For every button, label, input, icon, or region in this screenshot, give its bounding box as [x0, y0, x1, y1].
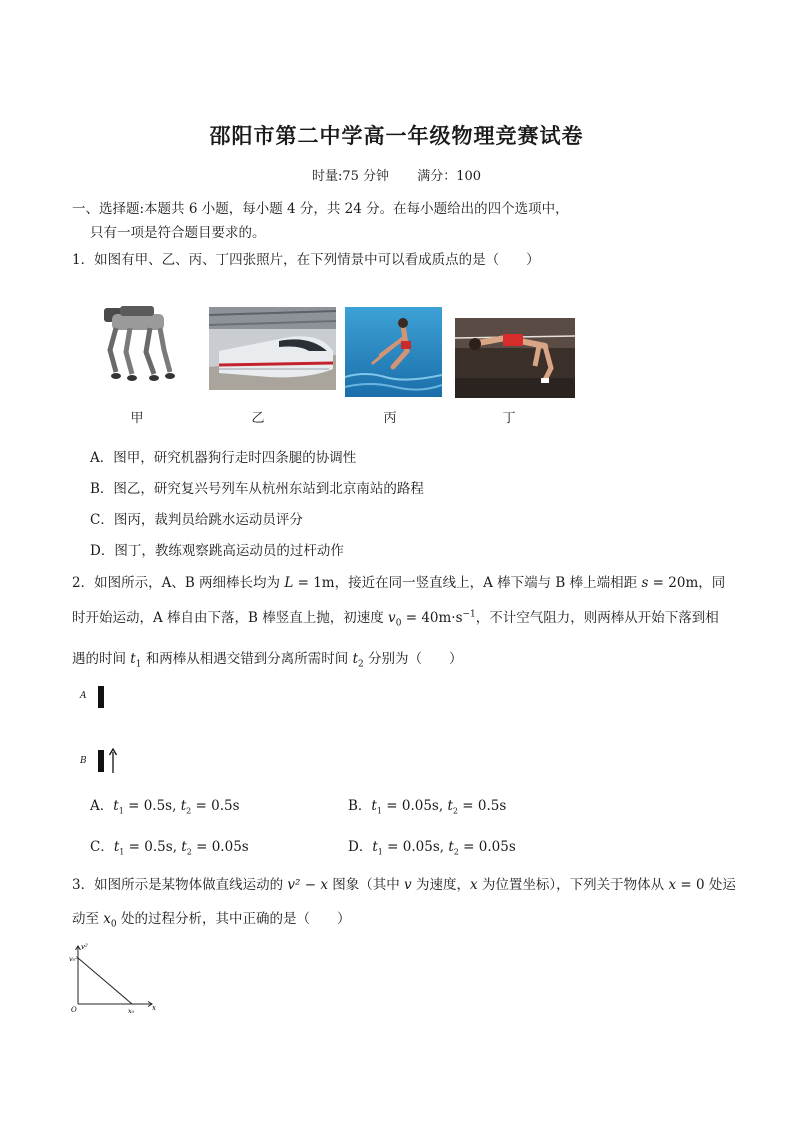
question-2-line-2: 时开始运动，A 棒自由下落，B 棒竖直上抛，初速度 $v_0 = 40m\cdot s^{-1}$，不计空气阻力，则两棒从开始下落到相 — [72, 609, 719, 629]
origin-label: O — [71, 1006, 77, 1014]
diver-image — [345, 307, 442, 397]
x0-label: x₀ — [128, 1007, 135, 1015]
q1-option-d: D．图丁，教练观察跳高运动员的过杆动作 — [90, 543, 344, 559]
caption-yi: 乙 — [251, 411, 265, 426]
q1-option-b: B．图乙，研究复兴号列车从杭州东站到北京南站的路程 — [90, 481, 424, 497]
q2-option-d: D．$t_1 = 0.05s$, $t_2 = 0.05s$ — [348, 839, 516, 857]
graph-line — [78, 958, 132, 1004]
question-2-line-3: 遇的时间 $t_1$ 和两棒从相遇交错到分离所需时间 $t_2$ 分别为（ ） — [72, 651, 463, 670]
exam-title: 邵阳市第二中学高一年级物理竞赛试卷 — [209, 123, 584, 148]
question-3-line-2: 动至 $x_0$ 处的过程分析，其中正确的是（ ） — [72, 911, 351, 930]
x-axis-label: x — [152, 1004, 156, 1012]
q1-option-c: C．图丙，裁判员给跳水运动员评分 — [90, 512, 303, 528]
question-2-line-1: 2．如图所示，A、B 两细棒长均为 L = 1m，接近在同一竖直线上，A 棒下端与 B 棒上端相距 s = 20m，同 — [72, 575, 726, 591]
rod-b — [98, 750, 104, 772]
time-limit: 时量:75 分钟 — [311, 169, 390, 184]
high-jump-image — [455, 318, 575, 398]
section-heading: 一、选择题:本题共 6 小题，每小题 4 分，共 24 分。在每小题给出的四个选项中， — [72, 201, 569, 217]
rod-a — [98, 686, 104, 708]
train-image — [209, 307, 336, 390]
rod-a-label: A — [80, 691, 87, 701]
caption-jia: 甲 — [130, 411, 144, 426]
question-3-line-1: 3．如图所示是某物体做直线运动的 v² − x 图象（其中 v 为速度，x 为位置坐标），下列关于物体从 x = 0 处运 — [72, 877, 736, 893]
y0-label: v₀² — [69, 955, 78, 963]
q2-option-b: B．$t_1 = 0.05s$, $t_2 = 0.5s$ — [348, 798, 507, 816]
section-heading-2: 只有一项是符合题目要求的。 — [90, 225, 266, 241]
q2-option-c: C．$t_1 = 0.5s$, $t_2 = 0.05s$ — [90, 839, 249, 857]
rod-b-label: B — [80, 756, 87, 766]
full-score: 满分：100 — [417, 169, 482, 184]
caption-ding: 丁 — [502, 411, 516, 426]
graph-svg — [68, 940, 158, 1015]
q1-option-a: A．图甲，研究机器狗行走时四条腿的协调性 — [90, 450, 357, 466]
exam-meta — [0, 165, 793, 184]
q2-option-a: A．$t_1 = 0.5s$, $t_2 = 0.5s$ — [90, 798, 240, 816]
up-arrow-icon — [108, 748, 118, 778]
v2-x-graph — [68, 940, 158, 1015]
caption-bing: 丙 — [383, 411, 397, 426]
y-axis-label: v² — [81, 943, 88, 951]
question-1-stem: 1．如图有甲、乙、丙、丁四张照片，在下列情景中可以看成质点的是（ ） — [72, 252, 540, 268]
robot-dog-image — [90, 300, 183, 388]
